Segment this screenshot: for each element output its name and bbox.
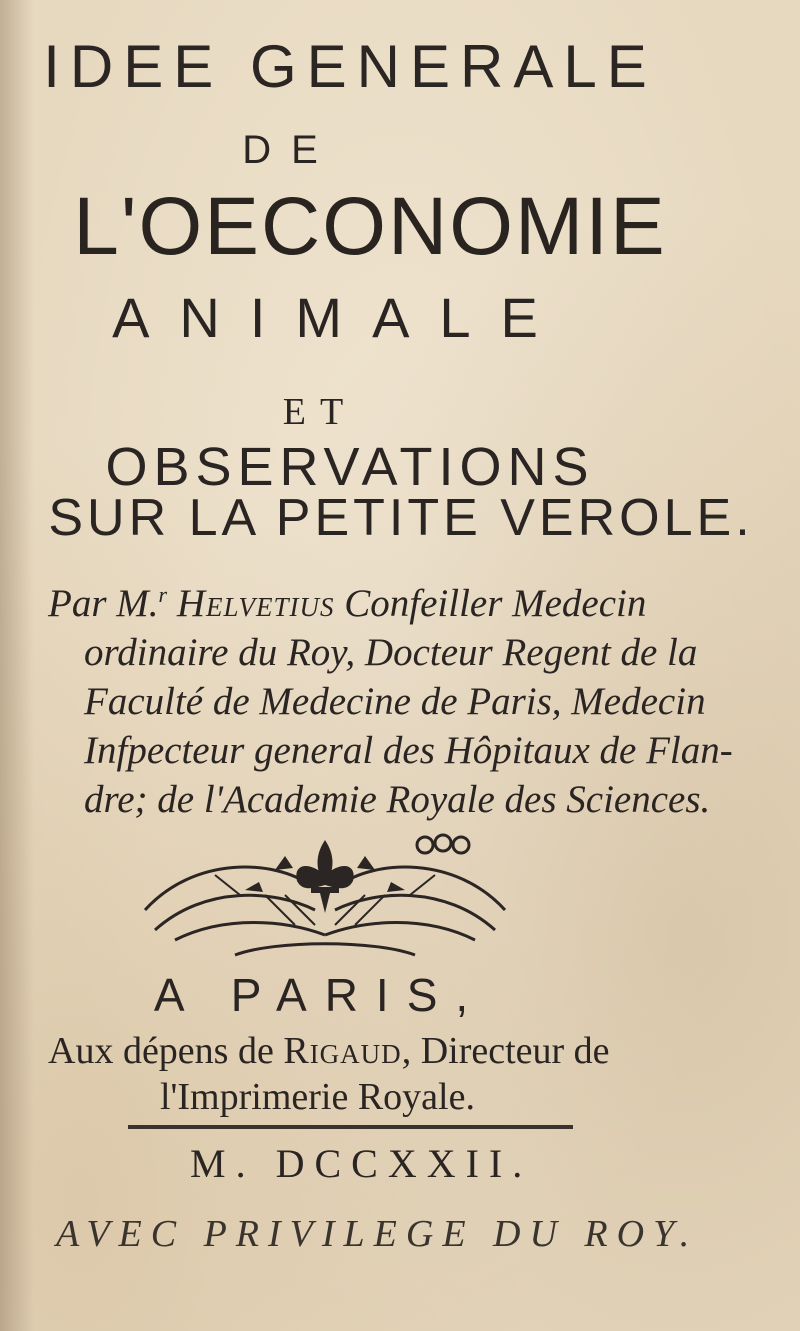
title-line-5: ET	[282, 391, 358, 433]
title-line-3: L'OECONOMIE	[73, 181, 667, 272]
author-line-1	[48, 570, 788, 628]
horizontal-rule	[128, 1125, 573, 1129]
author-prefix: Par M.	[48, 582, 159, 625]
title-line-7: SUR LA PETITE VEROLE.	[48, 489, 754, 547]
imprint-line-1	[48, 1028, 788, 1074]
imprint-year: M. DCCXXII.	[190, 1141, 533, 1186]
author-line-5: dre; de l'Academie Royale des Sciences.	[84, 778, 711, 821]
author-line-4: Infpecteur general des Hôpitaux de Flan-	[84, 729, 733, 772]
imprint-line-2: l'Imprimerie Royale.	[160, 1076, 475, 1118]
author-name: Helvetius	[176, 582, 335, 625]
fleur-de-lis-ornament-icon	[125, 815, 525, 965]
author-line-3: Faculté de Medecine de Paris, Medecin	[84, 680, 706, 723]
imprint-prefix: Aux dépens de	[48, 1030, 274, 1072]
author-line-1-rest: Confeiller Medecin	[344, 582, 647, 625]
author-title-sup: r	[158, 582, 168, 607]
title-line-6: OBSERVATIONS	[105, 437, 595, 497]
imprint-suffix: , Directeur de	[401, 1030, 610, 1072]
author-line-2: ordinaire du Roy, Docteur Regent de la	[84, 631, 698, 674]
title-line-1: IDEE GENERALE	[43, 33, 657, 100]
imprint-printer: Rigaud	[283, 1030, 402, 1072]
imprint-block	[48, 1028, 788, 1120]
title-line-2: DE	[242, 128, 338, 172]
author-block	[48, 570, 788, 824]
royal-privilege: AVEC PRIVILEGE DU ROY.	[56, 1213, 699, 1255]
imprint-city: A PARIS,	[153, 969, 487, 1021]
title-line-4: ANIMALE	[112, 286, 568, 349]
